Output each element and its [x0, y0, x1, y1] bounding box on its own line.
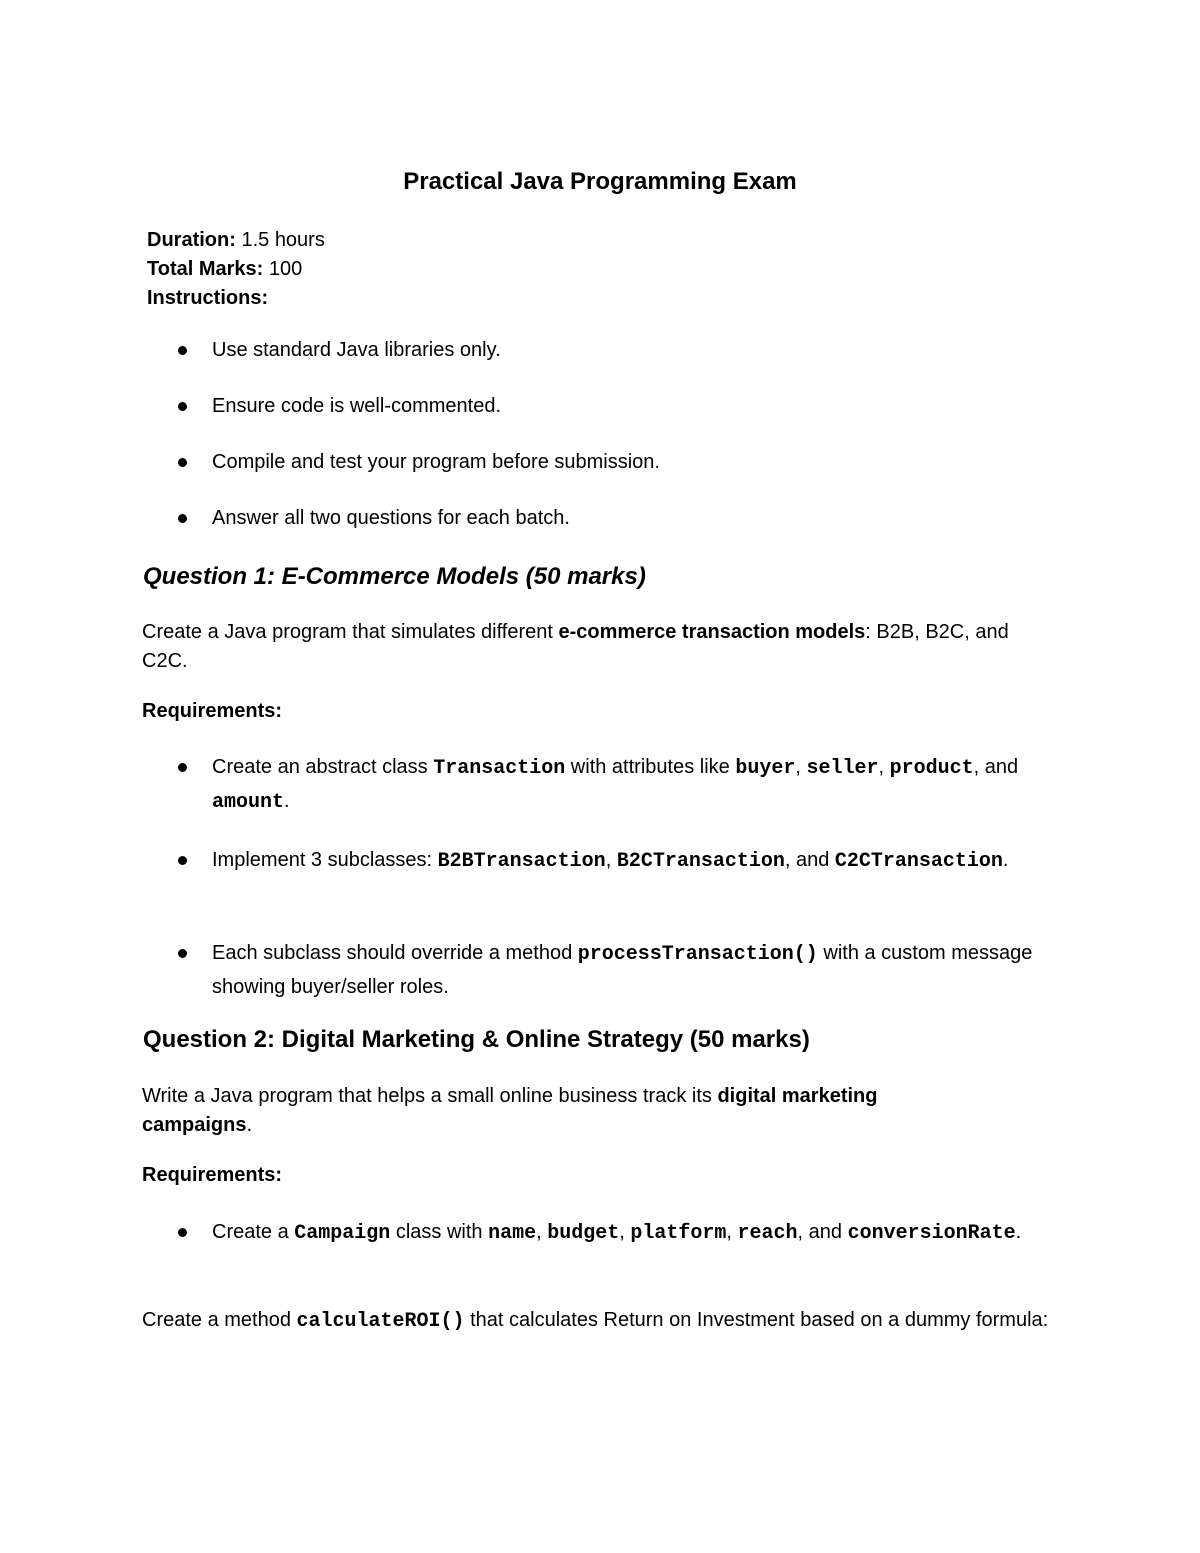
- marks-value: 100: [268, 258, 303, 280]
- list-item: Use standard Java libraries only.: [0, 334, 1200, 390]
- question-1-heading: Question 1: E-Commerce Models (50 marks): [143, 563, 646, 590]
- list-item: Implement 3 subclasses: B2BTransaction, B2CTransaction, and C2CTransaction.: [0, 844, 1200, 937]
- duration-label: Duration:: [147, 229, 236, 251]
- exam-meta: [147, 226, 325, 313]
- bullet-icon: [178, 763, 187, 772]
- question-1-requirements-list: [0, 751, 1200, 1003]
- bullet-icon: [178, 402, 187, 411]
- list-item: Each subclass should override a method processTransaction() with a custom message showing buyer/seller roles.: [0, 937, 1200, 1003]
- page-title: Practical Java Programming Exam: [403, 168, 797, 195]
- list-item: Answer all two questions for each batch.: [0, 502, 1200, 558]
- question-2-method-text: Create a method calculateROI() that calculates Return on Investment based on a dummy formula:: [142, 1309, 1049, 1333]
- list-item: Compile and test your program before submission.: [0, 446, 1200, 502]
- question-2-intro: Write a Java program that helps a small online business track its digital marketing campaigns.: [142, 1085, 878, 1136]
- bullet-icon: [178, 1228, 187, 1237]
- marks-label: Total Marks:: [147, 258, 264, 280]
- list-item: Create a Campaign class with name, budget, platform, reach, and conversionRate.: [0, 1216, 1200, 1250]
- duration-line: [147, 226, 325, 255]
- list-item: Ensure code is well-commented.: [0, 390, 1200, 446]
- question-2-requirements-label: Requirements:: [142, 1164, 283, 1186]
- instructions-line: [147, 284, 325, 313]
- marks-line: [147, 255, 325, 284]
- duration-value: 1.5 hours: [241, 229, 325, 251]
- bullet-icon: [178, 346, 187, 355]
- question-1-intro: Create a Java program that simulates different e-commerce transaction models: B2B, B2C, and C2C.: [142, 621, 1009, 672]
- bullet-icon: [178, 514, 187, 523]
- list-item: Create an abstract class Transaction with attributes like buyer, seller, product, and amount.: [0, 751, 1200, 844]
- instructions-list: [0, 334, 1200, 558]
- question-2-requirements-list: [0, 1216, 1200, 1250]
- bullet-icon: [178, 458, 187, 467]
- bullet-icon: [178, 949, 187, 958]
- question-1-requirements-label: Requirements:: [142, 700, 283, 722]
- bullet-icon: [178, 856, 187, 865]
- instructions-label: Instructions:: [147, 287, 269, 309]
- question-2-heading: Question 2: Digital Marketing & Online Strategy (50 marks): [143, 1026, 810, 1053]
